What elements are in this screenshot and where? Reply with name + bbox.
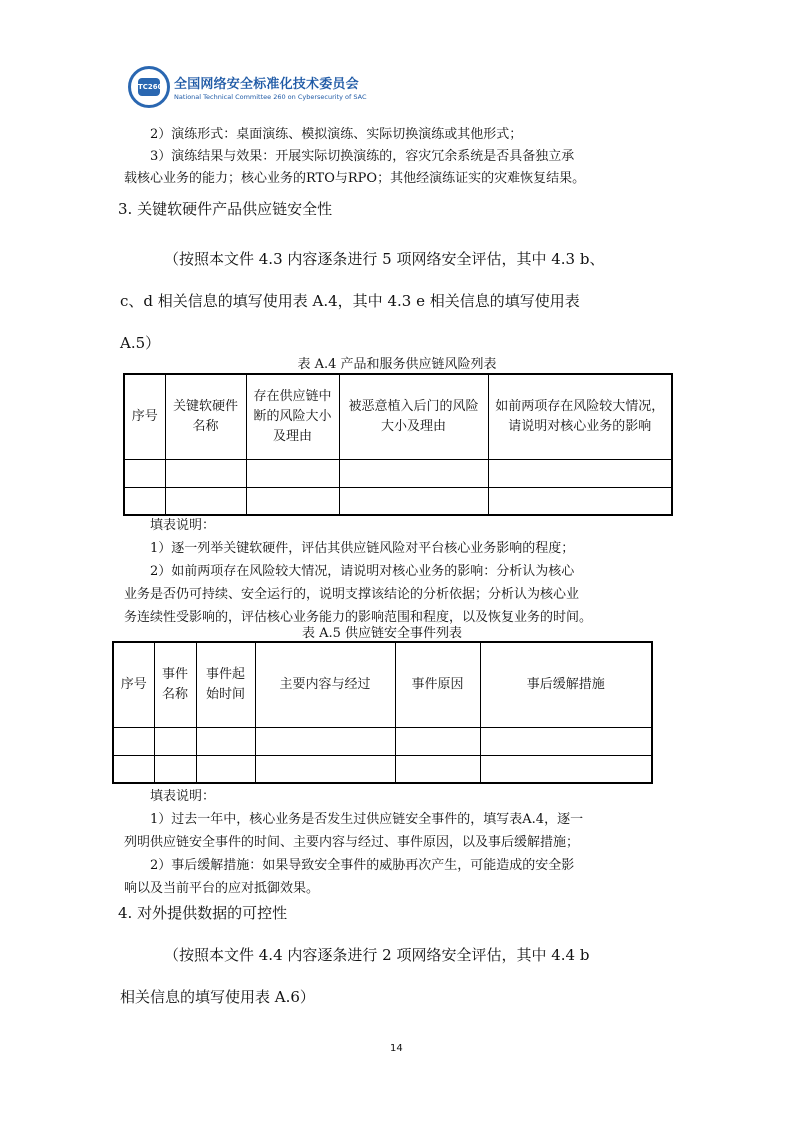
- table-header-row: [113, 642, 652, 727]
- page-number: 14: [390, 1043, 403, 1054]
- table-cell: [165, 487, 246, 515]
- table-cell: [255, 727, 395, 755]
- note-line: 2）如前两项存在风险较大情况，请说明对核心业务的影响：分析认为核心: [150, 564, 575, 579]
- intro-line: 3）演练结果与效果：开展实际切换演练的，容灾冗余系统是否具备独立承: [150, 149, 575, 164]
- seal-label: TC260: [138, 78, 160, 96]
- section-3-desc: [120, 238, 680, 364]
- table-cell: [196, 755, 255, 783]
- intro-line: 2）演练形式：桌面演练、模拟演练、实际切换演练或其他形式；: [150, 127, 523, 142]
- header-cell: 主要内容与经过: [255, 642, 395, 727]
- desc-line: （按照本文件 4.3 内容逐条进行 5 项网络安全评估，其中 4.3 b、: [164, 250, 605, 268]
- desc-line: A.5）: [120, 334, 161, 352]
- section-3-title: 3. 关键软硬件产品供应链安全性: [118, 200, 333, 218]
- table-cell: [395, 755, 480, 783]
- notes-label: 填表说明：: [150, 518, 216, 533]
- header-cell: 事后缓解措施: [480, 642, 652, 727]
- notes-label: 填表说明：: [150, 789, 216, 804]
- desc-line: （按照本文件 4.4 内容逐条进行 2 项网络安全评估，其中 4.4 b: [164, 946, 590, 964]
- header-cell: 事件名称: [154, 642, 196, 727]
- table-cell: [124, 487, 165, 515]
- table-cell: [113, 727, 154, 755]
- org-name-en: National Technical Committee 260 on Cybersecurity of SAC: [174, 93, 367, 101]
- header-cell: 关键软硬件名称: [165, 374, 246, 459]
- table-cell: [124, 459, 165, 487]
- note-line: 务连续性受影响的，评估核心业务能力的影响范围和程度，以及恢复业务的时间。: [124, 610, 593, 625]
- table-cell: [339, 459, 488, 487]
- table-cell: [395, 727, 480, 755]
- table-cell: [488, 487, 672, 515]
- table-cell: [246, 487, 339, 515]
- table-a5-notes: [124, 785, 684, 900]
- note-line: 2）事后缓解措施：如果导致安全事件的威胁再次产生，可能造成的安全影: [150, 858, 575, 873]
- desc-line: c、d 相关信息的填写使用表 A.4，其中 4.3 e 相关信息的填写使用表: [120, 292, 580, 310]
- table-cell: [480, 755, 652, 783]
- table-cell: [246, 459, 339, 487]
- table-cell: [196, 727, 255, 755]
- table-row: [113, 727, 652, 755]
- header-cell: 序号: [113, 642, 154, 727]
- table-cell: [255, 755, 395, 783]
- table-a4-notes: [124, 514, 684, 629]
- desc-line: 相关信息的填写使用表 A.6）: [120, 988, 315, 1006]
- tc260-seal-icon: [128, 66, 170, 108]
- table-cell: [154, 727, 196, 755]
- note-line: 列明供应链安全事件的时间、主要内容与经过、事件原因，以及事后缓解措施；: [124, 835, 580, 850]
- table-a4-caption: 表 A.4 产品和服务供应链风险列表: [297, 357, 497, 372]
- table-header-row: [124, 374, 672, 459]
- note-line: 1）过去一年中，核心业务是否发生过供应链安全事件的，填写表A.4，逐一: [150, 812, 584, 827]
- intro-line: 载核心业务的能力；核心业务的RTO与RPO；其他经演练证实的灾难恢复结果。: [124, 171, 586, 186]
- header-cell: 事件原因: [395, 642, 480, 727]
- org-name: [174, 73, 367, 101]
- table-cell: [165, 459, 246, 487]
- intro-block: [124, 124, 684, 190]
- header-cell: 存在供应链中断的风险大小及理由: [246, 374, 339, 459]
- table-cell: [154, 755, 196, 783]
- table-row: [124, 459, 672, 487]
- header-cell: 如前两项存在风险较大情况，请说明对核心业务的影响: [488, 374, 672, 459]
- note-line: 响以及当前平台的应对抵御效果。: [124, 881, 320, 896]
- table-row: [124, 487, 672, 515]
- table-cell: [480, 727, 652, 755]
- table-cell: [488, 459, 672, 487]
- org-name-cn: 全国网络安全标准化技术委员会: [174, 77, 359, 92]
- table-a4: [123, 373, 673, 516]
- header-logo: [128, 66, 367, 108]
- note-line: 1）逐一列举关键软硬件，评估其供应链风险对平台核心业务影响的程度；: [150, 541, 575, 556]
- header-cell: 被恶意植入后门的风险大小及理由: [339, 374, 488, 459]
- section-4-desc: [120, 934, 680, 1018]
- table-a5-caption: 表 A.5 供应链安全事件列表: [301, 626, 463, 641]
- table-cell: [113, 755, 154, 783]
- note-line: 业务是否仍可持续、安全运行的，说明支撑该结论的分析依据；分析认为核心业: [124, 587, 580, 602]
- section-4-title: 4. 对外提供数据的可控性: [118, 904, 288, 922]
- header-cell: 序号: [124, 374, 165, 459]
- header-cell: 事件起始时间: [196, 642, 255, 727]
- table-row: [113, 755, 652, 783]
- table-cell: [339, 487, 488, 515]
- table-a5: [112, 641, 653, 784]
